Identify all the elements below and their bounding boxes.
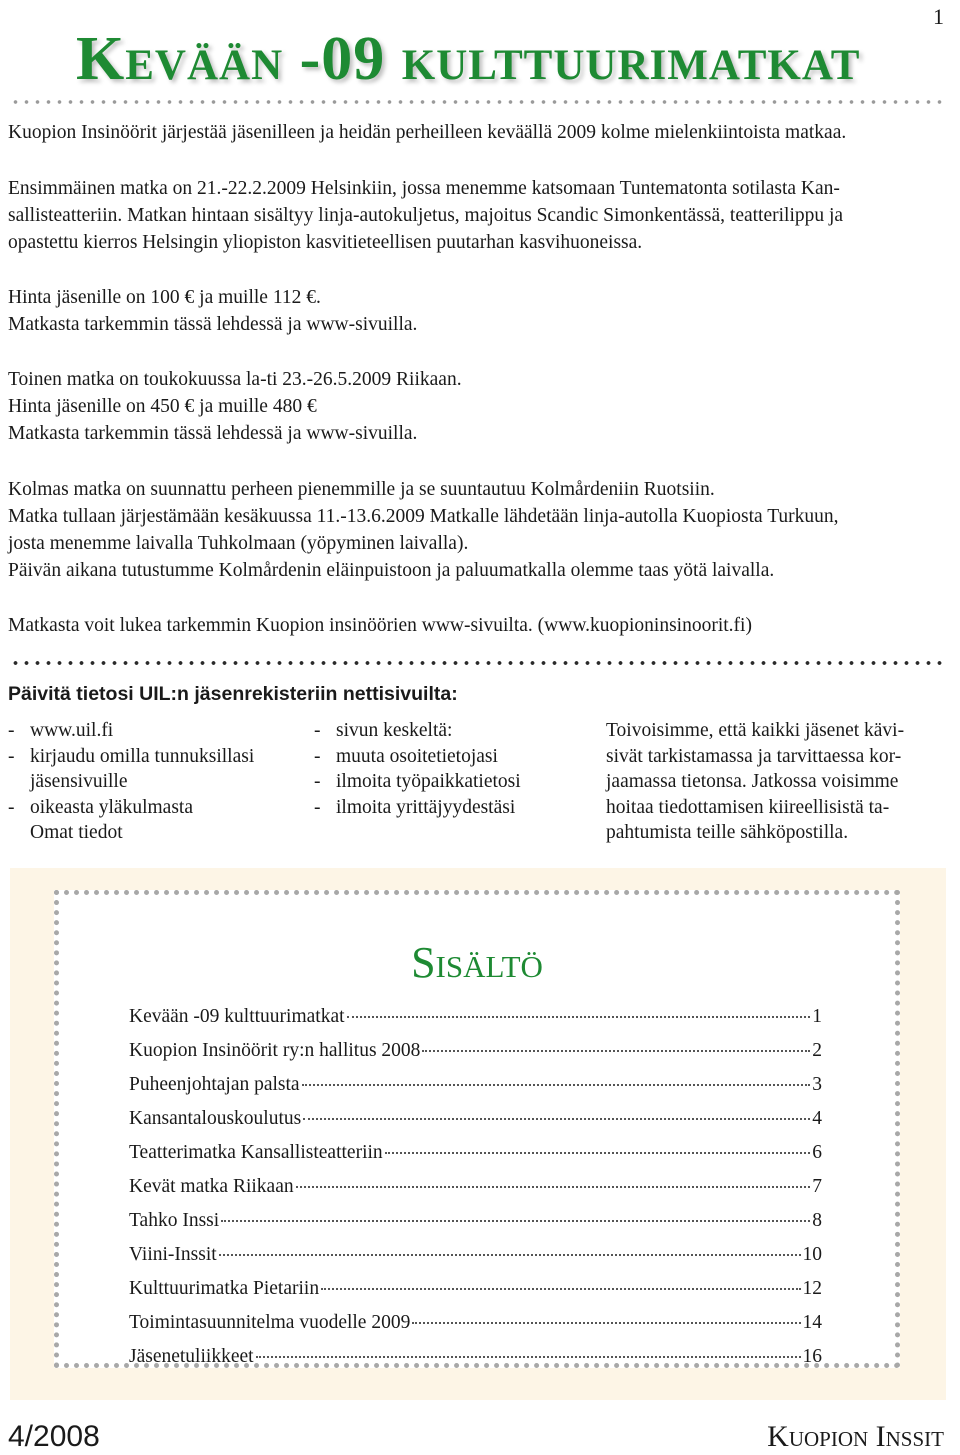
- trip1-paragraph: [8, 175, 948, 256]
- trip3-line: Päivän aikana tutustumme Kolmårdenin eläinpuistoon ja paluumatkalla olemme taas yötä laivalla.: [8, 560, 775, 581]
- toc-page-number: 8: [812, 1210, 822, 1231]
- toc-entry[interactable]: Jäsenetuliikkeet 16: [129, 1346, 822, 1367]
- list-item: - www.uil.fi: [8, 720, 114, 741]
- update-note-line: jaamassa tietonsa. Jatkossa voisimme: [606, 771, 899, 792]
- trip1-price: [8, 284, 948, 338]
- list-item: - ilmoita työpaikkatietosi: [314, 771, 521, 792]
- toc-page-number: 2: [812, 1040, 822, 1061]
- dotted-divider: [10, 660, 948, 666]
- trip2-line: Hinta jäsenille on 450 € ja muille 480 €: [8, 396, 317, 417]
- toc-page-number: 1: [812, 1006, 822, 1027]
- trip1-line: sallisteatteriin. Matkan hintaan sisältyy linja-autokuljetus, majoitus Scandic Simonkentässä, teatterilippu ja: [8, 205, 844, 226]
- toc-entry[interactable]: Toimintasuunnitelma vuodelle 2009 14: [129, 1312, 822, 1333]
- toc-entry[interactable]: Kevät matka Riikaan 7: [129, 1176, 822, 1197]
- toc-page-number: 12: [802, 1278, 822, 1299]
- toc-entry[interactable]: Kevään -09 kulttuurimatkat 1: [129, 1006, 822, 1027]
- toc-page-number: 3: [812, 1074, 822, 1095]
- list-item: Omat tiedot: [30, 822, 123, 843]
- trip3-line: Kolmas matka on suunnattu perheen pienemmille ja se suuntautuu Kolmårdeniin Ruotsiin.: [8, 479, 715, 500]
- update-note-line: hoitaa tiedottamisen kiireellisistä ta-: [606, 796, 890, 818]
- toc-page-number: 7: [812, 1176, 822, 1197]
- list-item: - sivun keskeltä:: [314, 720, 453, 741]
- update-note-line: pahtumista teille sähköpostilla.: [606, 822, 849, 843]
- toc-page-number: 6: [812, 1142, 822, 1163]
- list-item: - kirjaudu omilla tunnuksillasi: [8, 745, 255, 767]
- update-note-line: Toivoisimme, että kaikki jäsenet kävi-: [606, 720, 905, 741]
- table-of-contents-frame: [54, 890, 900, 1368]
- toc-entry[interactable]: Puheenjohtajan palsta 3: [129, 1074, 822, 1095]
- toc-title: Sisältö: [411, 938, 543, 987]
- toc-page-number: 14: [802, 1312, 822, 1333]
- trip3-line: josta menemme laivalla Tuhkolmaan (yöpyminen laivalla).: [8, 533, 469, 554]
- list-item: jäsensivuille: [30, 771, 128, 792]
- toc-entry[interactable]: Kuopion Insinöörit ry:n hallitus 2008 2: [129, 1040, 822, 1061]
- toc-page-number: 10: [802, 1244, 822, 1265]
- more-info-paragraph: Matkasta voit lukea tarkemmin Kuopion insinöörien www-sivuilta. (www.kuopioninsinoorit.fi): [8, 615, 752, 636]
- list-item: - ilmoita yrittäjyydestäsi: [314, 796, 516, 818]
- list-item: - muuta osoitetietojasi: [314, 745, 498, 767]
- toc-page-number: 16: [802, 1346, 822, 1367]
- toc-entry[interactable]: Kansantalouskoulutus 4: [129, 1108, 822, 1129]
- table-of-contents-box: [10, 868, 946, 1400]
- update-heading: Päivitä tietosi UIL:n jäsenrekisteriin nettisivuilta:: [8, 683, 458, 705]
- dotted-divider: [10, 99, 948, 105]
- toc-entry[interactable]: Viini-Inssit 10: [129, 1244, 822, 1265]
- list-item: - oikeasta yläkulmasta: [8, 796, 193, 818]
- update-note-line: sivät tarkistamassa ja tarvittaessa kor-: [606, 745, 902, 767]
- trip2-line: Matkasta tarkemmin tässä lehdessä ja www-sivuilla.: [8, 423, 418, 444]
- trip2-paragraph: [8, 366, 948, 447]
- toc-page-number: 4: [812, 1108, 822, 1129]
- intro-paragraph: Kuopion Insinöörit järjestää jäsenilleen ja heidän perheilleen keväällä 2009 kolme mielenkiintoista matkaa.: [8, 122, 847, 143]
- trip3-paragraph: [8, 476, 948, 584]
- trip3-line: Matka tullaan järjestämään kesäkuussa 11.-13.6.2009 Matkalle lähdetään linja-autolla Kuopiosta Turkuun,: [8, 506, 839, 527]
- trip2-line: Toinen matka on toukokuussa la-ti 23.-26.5.2009 Riikaan.: [8, 369, 462, 390]
- trip1-line: Ensimmäinen matka on 21.-22.2.2009 Helsinkiin, jossa menemme katsomaan Tuntematonta sotilasta Kan-: [8, 178, 840, 199]
- issue-number: 4/2008: [8, 1420, 100, 1453]
- trip1-price-line: Hinta jäsenille on 100 € ja muille 112 €.: [8, 287, 321, 308]
- update-steps-column-1: [8, 718, 308, 846]
- toc-entry[interactable]: Tahko Inssi 8: [129, 1210, 822, 1231]
- toc-list: [129, 1006, 822, 1380]
- publication-name: Kuopion Inssit: [767, 1420, 944, 1453]
- page-number: 1: [933, 4, 944, 29]
- trip1-info-line: Matkasta tarkemmin tässä lehdessä ja www-sivuilla.: [8, 314, 418, 335]
- toc-entry[interactable]: Kulttuurimatka Pietariin 12: [129, 1278, 822, 1299]
- trip1-line: opastettu kierros Helsingin yliopiston kasvitieteellisen puutarhan kasvihuoneissa.: [8, 232, 643, 253]
- update-note: [606, 718, 946, 846]
- toc-entry[interactable]: Teatterimatka Kansallisteatteriin 6: [129, 1142, 822, 1163]
- page-headline: Kevään -09 kulttuurimatkat: [76, 25, 861, 93]
- update-steps-column-2: [314, 718, 594, 820]
